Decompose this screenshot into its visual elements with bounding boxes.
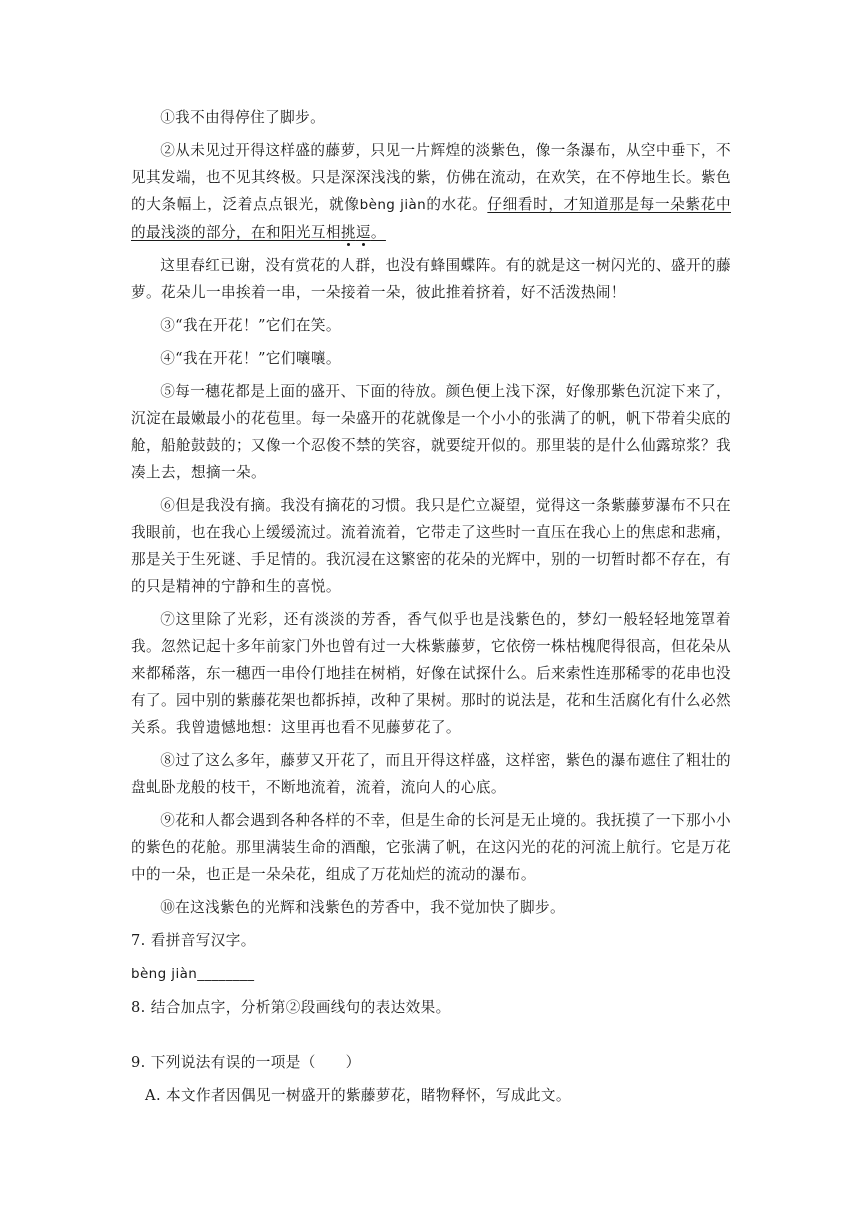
- question-7: 7. 看拼音写汉字。: [131, 932, 256, 949]
- paragraph-2-text: ②从未见过开得这样盛的藤萝，只见一片辉煌的淡紫色，像一条瀑布，从空中垂下，不见其发端，也不见其终极。只是深深浅浅的紫，仿佛在流动，在欢笑，在不停地生长。紫色的大条幅上，泛着点点银光，就像: [131, 142, 731, 213]
- paragraph-1: ①我不由得停住了脚步。: [160, 109, 326, 126]
- question-7-pinyin: bèng jiàn: [131, 966, 198, 982]
- paragraph-5: ④“我在开花！”它们嚷嚷。: [160, 350, 341, 367]
- question-8: 8. 结合加点字，分析第②段画线句的表达效果。: [131, 999, 451, 1016]
- paragraph-6: ⑤每一穗花都是上面的盛开、下面的待放。颜色便上浅下深，好像那紫色沉淀下来了，沉淀在最嫩最小的花苞里。每一朵盛开的花就像是一个小小的张满了的帆，帆下带着尖底的舱，船舱鼓鼓的；又像一个忍俊不禁的笑容，就要绽开似的。那里装的是什么仙露琼浆？我凑上去，想摘一朵。: [131, 383, 731, 481]
- underlined-sentence-text: 仔细看时，才知道那是每一朵紫花中的最浅淡的部分，在和阳光互相: [131, 196, 731, 241]
- answer-space: [131, 1027, 731, 1049]
- paragraph-2-pinyin: bèng jiàn: [359, 197, 427, 213]
- paragraph-11: ⑩在这浅紫色的光辉和浅紫色的芳香中，我不觉加快了脚步。: [160, 899, 566, 916]
- paragraph-10: ⑨花和人都会遇到各种各样的不幸，但是生命的长河是无止境的。我抚摸了一下那小小的紫色的花舱。那里满装生命的酒酿，它张满了帆，在这闪光的花的河流上航行。它是万花中的一朵，也正是一朵朵花，组成了万花灿烂的流动的瀑布。: [131, 812, 731, 883]
- paragraph-8: ⑦这里除了光彩，还有淡淡的芳香，香气似乎也是浅紫色的，梦幻一般轻轻地笼罩着我。忽然记起十多年前家门外也曾有过一大株紫藤萝，它依傍一株枯槐爬得很高，但花朵从来都稀落，东一穗西一串伶仃地挂在树梢，好像在试探什么。后来索性连那稀零的花串也没有了。园中别的紫藤花架也都拆掉，改种了果树。那时的说法是，花和生活腐化有什么必然关系。我曾遗憾地想：这里再也看不见藤萝花了。: [131, 611, 731, 736]
- question-9-option-a: A. 本文作者因偶见一树盛开的紫藤萝花，睹物释怀，写成此文。: [145, 1087, 571, 1104]
- question-7-blank[interactable]: ________: [197, 966, 255, 982]
- question-7-answer-line: [131, 960, 731, 988]
- paragraph-9: ⑧过了这么多年，藤萝又开花了，而且开得这样盛，这样密，紫色的瀑布遮住了粗壮的盘虬卧龙般的枝干，不断地流着，流着，流向人的心底。: [131, 752, 731, 796]
- underlined-sentence-end: 。: [370, 224, 386, 241]
- paragraph-2-text-end: 的水花。: [426, 196, 488, 213]
- paragraph-7: ⑥但是我没有摘。我没有摘花的习惯。我只是伫立凝望，觉得这一条紫藤萝瀑布不只在我眼前，也在我心上缓缓流过。流着流着，它带走了这些时一直压在我心上的焦虑和悲痛，那是关于生死谜、手足情的。我沉浸在这繁密的花朵的光辉中，别的一切暂时都不存在，有的只是精神的宁静和生的喜悦。: [131, 497, 731, 595]
- document-content: [131, 104, 731, 1109]
- paragraph-4: ③“我在开花！”它们在笑。: [160, 317, 341, 334]
- paragraph-2: [131, 137, 731, 246]
- question-9: 9. 下列说法有误的一项是（ ）: [131, 1054, 361, 1071]
- paragraph-3: 这里春红已谢，没有赏花的人群，也没有蜂围蝶阵。有的就是这一树闪光的、盛开的藤萝。花朵儿一串挨着一串，一朵接着一朵，彼此推着挤着，好不活泼热闹！: [131, 257, 731, 301]
- dotted-char-1: 挑: [340, 224, 356, 241]
- dotted-char-2: 逗: [355, 224, 371, 241]
